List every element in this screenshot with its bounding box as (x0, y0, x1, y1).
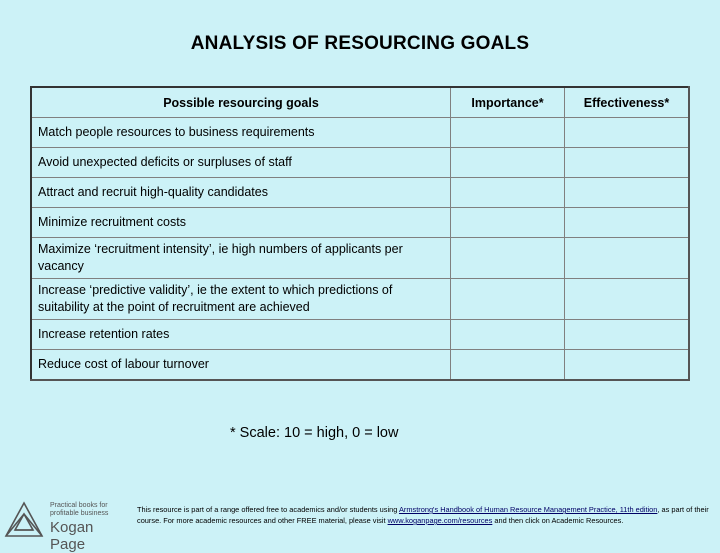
importance-cell[interactable] (451, 350, 565, 381)
table-row (31, 148, 689, 178)
resourcing-goals-table (30, 86, 690, 381)
logo-name: Kogan Page (50, 519, 94, 553)
effectiveness-cell[interactable] (565, 178, 690, 208)
importance-cell[interactable] (451, 148, 565, 178)
importance-cell[interactable] (451, 320, 565, 350)
goal-cell: Reduce cost of labour turnover (31, 350, 451, 381)
effectiveness-cell[interactable] (565, 118, 690, 148)
page-title: ANALYSIS OF RESOURCING GOALS (190, 33, 530, 54)
table-row (31, 118, 689, 148)
effectiveness-cell[interactable] (565, 148, 690, 178)
table-row (31, 350, 689, 381)
table-row (31, 208, 689, 238)
kogan-page-logo (2, 500, 132, 553)
table-row (31, 238, 689, 279)
effectiveness-cell[interactable] (565, 350, 690, 381)
header-goals: Possible resourcing goals (31, 87, 451, 118)
kogan-page-logo-icon (2, 500, 46, 540)
importance-cell[interactable] (451, 178, 565, 208)
table-header-row (31, 87, 689, 118)
handbook-link[interactable]: Armstrong's Handbook of Human Resource Management Practice, 11th edition (398, 505, 658, 514)
goal-cell: Attract and recruit high-quality candidates (31, 178, 451, 208)
table-row (31, 279, 689, 320)
header-effectiveness: Effectiveness* (565, 87, 690, 118)
credit-part3: and then click on Academic Resources. (492, 516, 624, 525)
goal-cell: Avoid unexpected deficits or surpluses of staff (31, 148, 451, 178)
importance-cell[interactable] (451, 208, 565, 238)
scale-footnote: * Scale: 10 = high, 0 = low (230, 425, 399, 441)
credit-part2: , as part of their course. For more academic resources and other FREE material, please visit (137, 505, 709, 525)
effectiveness-cell[interactable] (565, 320, 690, 350)
logo-tagline: Practical books for profitable business (50, 502, 109, 517)
importance-cell[interactable] (451, 238, 565, 279)
goal-cell: Minimize recruitment costs (31, 208, 451, 238)
importance-cell[interactable] (451, 118, 565, 148)
goal-cell: Increase ‘predictive validity’, ie the extent to which predictions of suitability at the point of recruitment are achieved (31, 279, 451, 320)
credit-part1: This resource is part of a range offered free to academics and/or students using (137, 505, 399, 514)
resources-link[interactable]: www.koganpage.com/resources (387, 516, 493, 525)
table-row (31, 320, 689, 350)
effectiveness-cell[interactable] (565, 279, 690, 320)
goal-cell: Maximize ‘recruitment intensity’, ie high numbers of applicants per vacancy (31, 238, 451, 279)
table-row (31, 178, 689, 208)
effectiveness-cell[interactable] (565, 238, 690, 279)
goal-cell: Match people resources to business requirements (31, 118, 451, 148)
effectiveness-cell[interactable] (565, 208, 690, 238)
goal-cell: Increase retention rates (31, 320, 451, 350)
importance-cell[interactable] (451, 279, 565, 320)
header-importance: Importance* (451, 87, 565, 118)
credit-text (137, 504, 717, 526)
